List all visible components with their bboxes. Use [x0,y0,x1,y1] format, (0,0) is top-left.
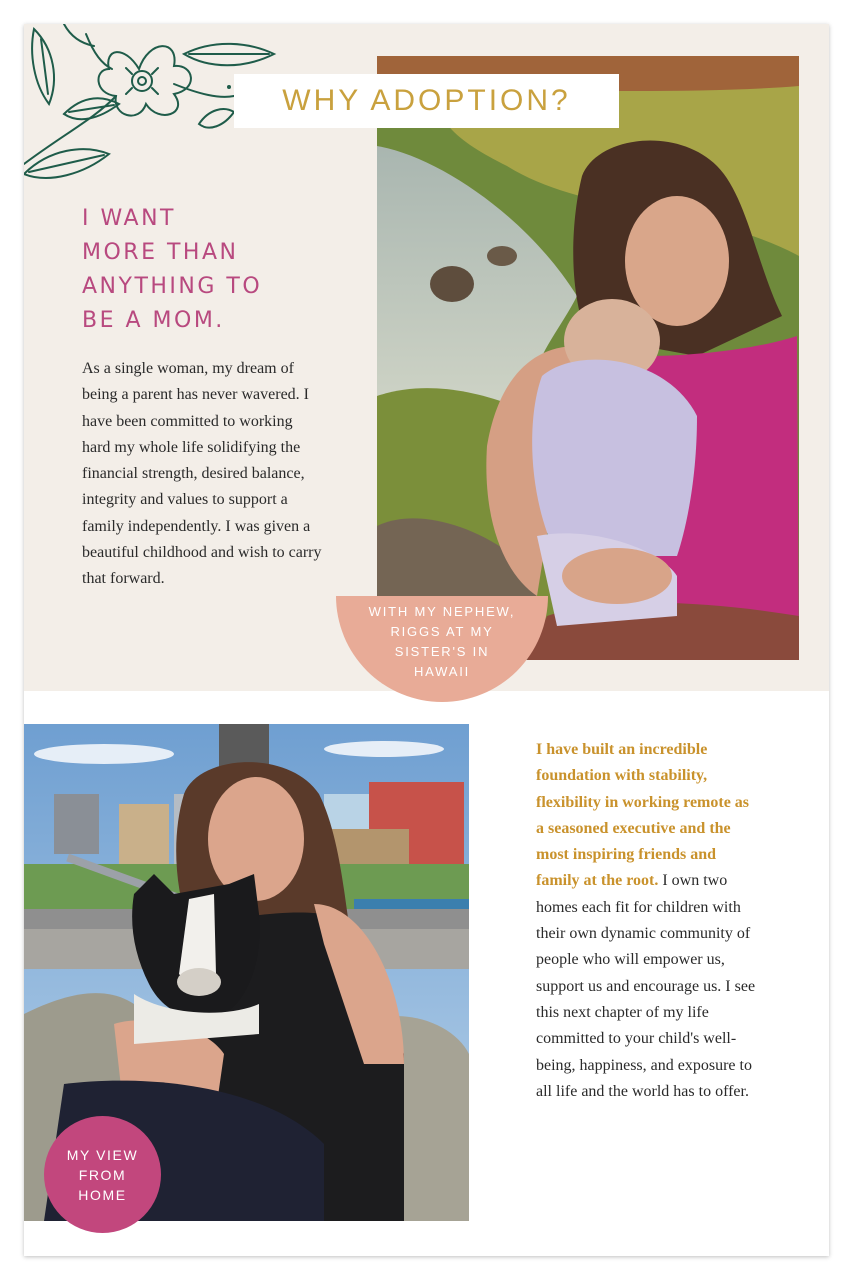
nephew-caption: WITH MY NEPHEW, RIGGS AT MY SISTER'S IN HAWAII [368,604,516,679]
photo-with-nephew [377,56,799,660]
view-caption: MY VIEW FROM HOME [66,1146,139,1203]
top-panel [24,24,829,691]
foundation-body: I own two homes each fit for children with their own dynamic community of people who will empower us, support us and encourage us. I see this next chapter of my life committed to your child's well-being, happiness, and exposure to all life and the world has to offer. [536,872,756,1100]
adoption-profile-page [24,24,829,1256]
title-banner [234,74,619,128]
page-title: WHY ADOPTION? [282,84,571,117]
foundation-highlight: I have built an incredible foundation with stability, flexibility in working remote as a seasoned executive and the most inspiring friends and family at the root. [536,741,750,890]
headline-line: ANYTHING TO [82,274,263,299]
foundation-paragraph [536,737,761,1105]
intro-paragraph: As a single woman, my dream of being a parent has never wavered. I have been committed to working hard my whole life solidifying the financial strength, desired balance, integrity and values to support a family independently. I was given a beautiful childhood and wish to carry that forward. [82,360,322,588]
headline-line: I WANT [82,206,176,231]
headline-line: MORE THAN [82,240,239,265]
intro-headline [82,202,342,338]
headline-line: BE A MOM. [82,308,225,333]
view-caption-badge [44,1116,161,1233]
nephew-caption-badge [336,596,548,702]
